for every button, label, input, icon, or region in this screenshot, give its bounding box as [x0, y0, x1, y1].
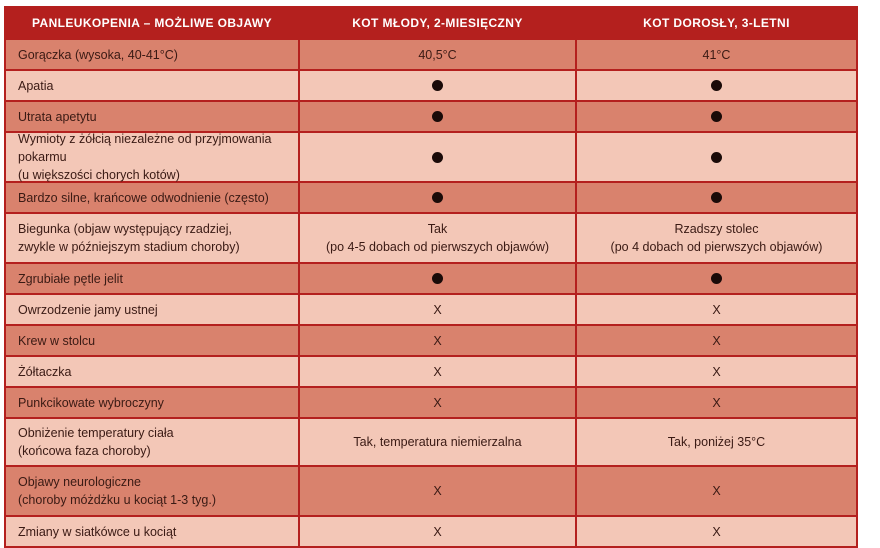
present-dot-icon: [432, 80, 443, 91]
young-cat-cell: [300, 214, 577, 264]
symptom-cell: [6, 357, 300, 388]
symptom-cell: [6, 71, 300, 102]
young-cat-cell: [300, 295, 577, 326]
adult-cat-cell: [577, 326, 856, 357]
symptom-cell: [6, 133, 300, 183]
adult-cat-cell: [577, 264, 856, 295]
young-cat-cell-line: X: [433, 333, 442, 348]
adult-cat-cell-line: X: [712, 484, 721, 498]
adult-cat-cell-line: X: [712, 395, 721, 410]
present-dot-icon: [432, 273, 443, 284]
young-cat-cell: [300, 517, 577, 548]
young-cat-cell: [300, 71, 577, 102]
adult-cat-cell-line: (po 4 dobach od pierwszych objawów): [610, 240, 823, 254]
table-row: [6, 326, 856, 357]
table-row: [6, 264, 856, 295]
adult-cat-cell: [577, 467, 856, 517]
young-cat-cell-line: Tak, temperatura niemierzalna: [353, 435, 522, 449]
symptom-cell-line: Wymioty z żółcią niezależne od przyjmowania pokarmu: [18, 132, 272, 164]
young-cat-cell-line: Tak: [427, 222, 448, 236]
symptom-cell-line: Obniżenie temperatury ciała: [18, 426, 174, 440]
young-cat-cell-line: X: [433, 524, 442, 539]
table-body: [6, 40, 856, 548]
symptom-cell-line: Krew w stolcu: [18, 333, 96, 348]
adult-cat-cell: [577, 419, 856, 467]
symptom-cell: [6, 214, 300, 264]
symptom-cell-line: Apatia: [18, 78, 54, 93]
young-cat-cell: [300, 419, 577, 467]
symptom-cell-line: Bardzo silne, krańcowe odwodnienie (często): [18, 190, 269, 205]
adult-cat-cell-line: Tak, poniżej 35°C: [667, 435, 766, 449]
adult-cat-cell: [577, 183, 856, 214]
symptom-cell-line: (choroby móżdżku u kociąt 1-3 tyg.): [18, 493, 216, 507]
adult-cat-cell: [577, 102, 856, 133]
table-row: [6, 419, 856, 467]
present-dot-icon: [711, 80, 722, 91]
symptom-cell: [6, 326, 300, 357]
young-cat-cell: [300, 264, 577, 295]
young-cat-cell: [300, 133, 577, 183]
table-row: [6, 71, 856, 102]
symptom-cell-line: zwykle w późniejszym stadium choroby): [18, 240, 240, 254]
adult-cat-cell-line: X: [712, 333, 721, 348]
young-cat-cell-line: X: [433, 395, 442, 410]
symptom-cell: [6, 388, 300, 419]
young-cat-cell: [300, 326, 577, 357]
symptom-cell-line: Owrzodzenie jamy ustnej: [18, 302, 158, 317]
table-row: [6, 517, 856, 548]
symptom-cell: [6, 264, 300, 295]
young-cat-cell: [300, 102, 577, 133]
symptom-cell-line: Zmiany w siatkówce u kociąt: [18, 524, 177, 539]
adult-cat-cell: [577, 71, 856, 102]
young-cat-cell-line: X: [433, 302, 442, 317]
table-row: [6, 295, 856, 326]
symptom-cell-line: (u większości chorych kotów): [18, 168, 180, 182]
adult-cat-cell-line: X: [712, 524, 721, 539]
adult-cat-cell: [577, 214, 856, 264]
adult-cat-cell: [577, 357, 856, 388]
adult-cat-cell-line: Rzadszy stolec: [674, 222, 759, 236]
symptom-cell: [6, 517, 300, 548]
table-header: [6, 8, 856, 40]
symptom-cell: [6, 40, 300, 71]
symptom-cell-line: Punkcikowate wybroczyny: [18, 395, 164, 410]
adult-cat-cell: [577, 40, 856, 71]
young-cat-cell: [300, 357, 577, 388]
symptom-cell-line: Zgrubiałe pętle jelit: [18, 271, 123, 286]
table-row: [6, 40, 856, 71]
table-row: [6, 357, 856, 388]
young-cat-cell-line: X: [433, 364, 442, 379]
table-row: [6, 133, 856, 183]
young-cat-cell: [300, 467, 577, 517]
present-dot-icon: [432, 192, 443, 203]
symptom-cell: [6, 419, 300, 467]
table-row: [6, 183, 856, 214]
symptom-cell-line: Żółtaczka: [18, 364, 72, 379]
present-dot-icon: [711, 192, 722, 203]
present-dot-icon: [432, 152, 443, 163]
table-row: [6, 102, 856, 133]
adult-cat-cell: [577, 517, 856, 548]
young-cat-cell-line: (po 4-5 dobach od pierwszych objawów): [325, 240, 550, 254]
present-dot-icon: [432, 111, 443, 122]
young-cat-cell: [300, 40, 577, 71]
symptom-cell-line: Biegunka (objaw występujący rzadziej,: [18, 222, 232, 236]
header-adult-cat: KOT DOROSŁY, 3-LETNI: [577, 8, 856, 40]
adult-cat-cell: [577, 133, 856, 183]
table-row: [6, 467, 856, 517]
symptom-cell-line: Objawy neurologiczne: [18, 475, 141, 489]
symptom-cell: [6, 183, 300, 214]
adult-cat-cell-line: X: [712, 302, 721, 317]
symptoms-table: [4, 6, 858, 548]
adult-cat-cell-line: 41°C: [702, 47, 731, 62]
young-cat-cell-line: X: [433, 484, 442, 498]
symptom-cell-line: Gorączka (wysoka, 40-41°C): [18, 47, 178, 62]
table-row: [6, 214, 856, 264]
symptom-cell: [6, 295, 300, 326]
adult-cat-cell: [577, 295, 856, 326]
present-dot-icon: [711, 111, 722, 122]
symptom-cell-line: Utrata apetytu: [18, 109, 97, 124]
header-young-cat: KOT MŁODY, 2-MIESIĘCZNY: [300, 8, 577, 40]
young-cat-cell-line: 40,5°C: [418, 47, 457, 62]
young-cat-cell: [300, 183, 577, 214]
symptom-cell: [6, 102, 300, 133]
symptom-cell-line: (końcowa faza choroby): [18, 444, 151, 458]
symptom-cell: [6, 467, 300, 517]
present-dot-icon: [711, 273, 722, 284]
adult-cat-cell: [577, 388, 856, 419]
table-row: [6, 388, 856, 419]
header-symptoms: PANLEUKOPENIA – MOŻLIWE OBJAWY: [6, 8, 300, 40]
adult-cat-cell-line: X: [712, 364, 721, 379]
present-dot-icon: [711, 152, 722, 163]
young-cat-cell: [300, 388, 577, 419]
